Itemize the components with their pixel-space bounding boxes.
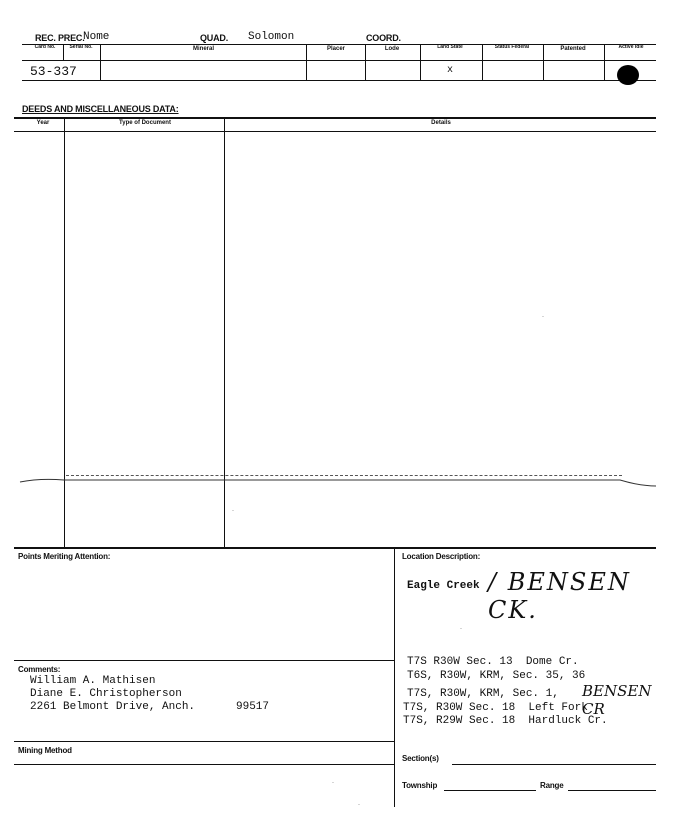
- township-line-3-handwritten: BENSEN CR: [582, 682, 652, 718]
- active-idle-dot: [617, 65, 639, 85]
- col-lode: Lode: [384, 46, 400, 52]
- township-line-5: T7S, R29W Sec. 18 Hardluck Cr.: [403, 715, 608, 727]
- deeds-section-title: DEEDS AND MISCELLANEOUS DATA:: [22, 104, 179, 114]
- deeds-top-rule: [14, 117, 656, 119]
- mining-method-bottom-rule: [14, 764, 394, 765]
- land-state-mark: x: [447, 65, 454, 76]
- comments-line-1: William A. Mathisen: [30, 675, 156, 687]
- col-card-no: Card No.: [34, 44, 56, 50]
- col-type-of-document: Type of Document: [119, 120, 171, 126]
- section-label: Section(s): [402, 754, 439, 763]
- quad-label: QUAD.: [200, 33, 228, 43]
- comments-label: Comments:: [18, 665, 61, 674]
- township-line-4: T7S, R30W Sec. 18 Left Fork: [403, 702, 588, 714]
- fold-line: [0, 470, 678, 494]
- points-meriting-attention-label: Points Meriting Attention:: [18, 552, 111, 561]
- mining-method-top-rule: [14, 741, 394, 742]
- location-description-label: Location Description:: [402, 552, 481, 561]
- col-serial-no: Serial No.: [69, 44, 93, 50]
- col-year: Year: [36, 120, 50, 126]
- col-mineral: Mineral: [192, 46, 214, 52]
- lower-top-rule: [14, 547, 656, 549]
- claim-table-bottom-rule: [22, 80, 656, 81]
- range-label: Range: [540, 781, 564, 790]
- col-status-federal: Status Federal: [494, 44, 530, 50]
- coord-label: COORD.: [366, 33, 401, 43]
- location-handwritten: / BENSEN CK.: [488, 568, 631, 624]
- township-line-2: T6S, R30W, KRM, Sec. 35, 36: [407, 670, 586, 682]
- comments-line-2: Diane E. Christopherson: [30, 688, 182, 700]
- col-active-idle: Active Idle: [618, 44, 644, 50]
- col-details: Details: [431, 120, 451, 126]
- deeds-header-rule: [14, 131, 656, 132]
- header-rule: [22, 44, 656, 45]
- rec-prec-value: Nome: [83, 31, 110, 43]
- quad-value: Solomon: [248, 31, 295, 43]
- col-land-state: Land State: [437, 44, 463, 50]
- range-fill-line: [568, 790, 656, 791]
- township-label: Township: [402, 781, 438, 790]
- comments-top-rule: [14, 660, 394, 661]
- col-placer: Placer: [326, 46, 345, 52]
- lower-vertical-divider: [394, 547, 395, 807]
- township-fill-line: [444, 790, 536, 791]
- rec-prec-label: REC. PREC.: [35, 33, 85, 43]
- township-line-3: T7S, R30W, KRM, Sec. 1,: [407, 688, 559, 700]
- mining-method-label: Mining Method: [18, 746, 72, 755]
- col-patented: Patented: [560, 46, 586, 52]
- location-typed: Eagle Creek: [407, 580, 480, 592]
- card-no-value: 53-337: [30, 64, 77, 79]
- township-line-1: T7S R30W Sec. 13 Dome Cr.: [407, 656, 579, 668]
- comments-zip: 99517: [236, 701, 270, 713]
- section-fill-line: [452, 764, 656, 765]
- document-page: REC. PREC. Nome QUAD. Solomon COORD. Card No. Serial No. Mineral Placer Lode Land State Status Federal Patented Active Idle 53-337 x DEEDS AND MISCELLANEOUS DATA: Year Type of Document Details · · Points Meriting Attention: Location Description: Eagle Creek / BENSEN CK. · Comments: William A. Mathisen Diane E. Christopherson 2261 Belmont Drive, Anch. 99517 T7S R30W Sec. 13 Dome Cr. T6S, R30W, KRM, Sec. 35, 36 T7S, R30W, KRM, Sec. 1, BENSEN CR T7S, R30W Sec. 18 Left Fork T7S, R29W Sec. 18 Hardluck Cr. Mining Method Section(s) Township Range · ·: [0, 0, 678, 814]
- comments-line-3: 2261 Belmont Drive, Anch.: [30, 701, 196, 713]
- claim-table-header-rule: [22, 60, 656, 61]
